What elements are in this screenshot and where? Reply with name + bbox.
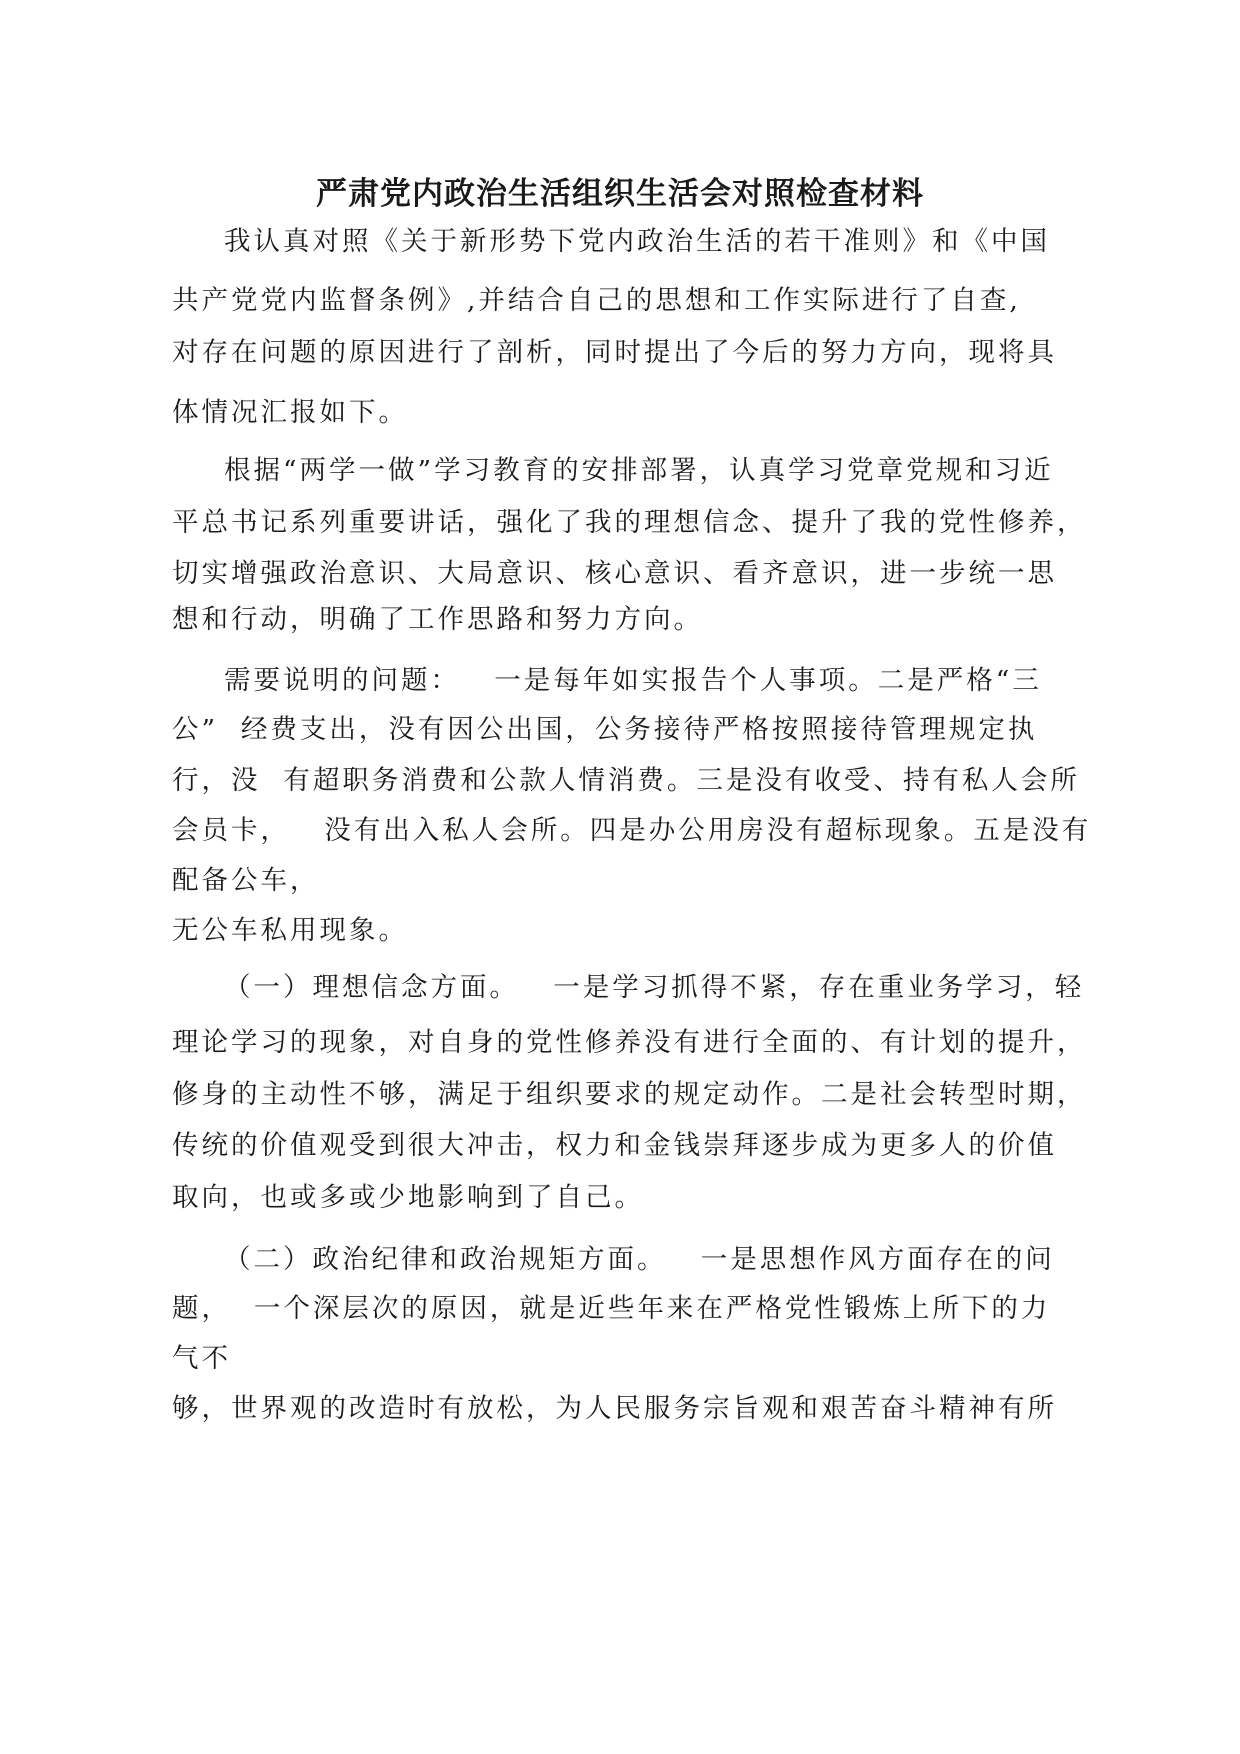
paragraph-5-line-2: 题， 一个深层次的原因，就是近些年来在严格党性锻炼上所下的力 xyxy=(172,1293,1051,1324)
paragraph-1-line-3: 对存在问题的原因进行了剖析，同时提出了今后的努力方向，现将具 xyxy=(172,337,1057,368)
paragraph-4-line-2: 理论学习的现象，对自身的党性修养没有进行全面的、有计划的提升， xyxy=(172,1027,1087,1058)
paragraph-3-line-5: 配备公车， xyxy=(172,865,320,896)
paragraph-3-line-4: 会员卡， 没有出入私人会所。四是办公用房没有超标现象。五是没有 xyxy=(172,815,1092,846)
paragraph-4-line-4: 传统的价值观受到很大冲击，权力和金钱崇拜逐步成为更多人的价值 xyxy=(172,1130,1057,1161)
paragraph-5-line-4: 够，世界观的改造时有放松，为人民服务宗旨观和艰苦奋斗精神有所 xyxy=(172,1393,1057,1424)
paragraph-2-line-3: 切实增强政治意识、大局意识、核心意识、看齐意识，进一步统一思 xyxy=(172,558,1057,589)
paragraph-3-line-3: 行，没 有超职务消费和公款人情消费。三是没有收受、持有私人会所 xyxy=(172,765,1080,796)
paragraph-3-line-1: 需要说明的问题： 一是每年如实报告个人事项。二是严格“三 xyxy=(224,665,1042,696)
paragraph-1-line-4: 体情况汇报如下。 xyxy=(172,397,408,428)
paragraph-3-line-6: 无公车私用现象。 xyxy=(172,915,408,946)
paragraph-4-line-3: 修身的主动性不够，满足于组织要求的规定动作。二是社会转型时期， xyxy=(172,1079,1087,1110)
paragraph-2-line-4: 想和行动，明确了工作思路和努力方向。 xyxy=(172,604,703,635)
paragraph-2-line-1: 根据“两学一做”学习教育的安排部署，认真学习党章党规和习近 xyxy=(224,455,1054,486)
paragraph-5-line-3: 气不 xyxy=(172,1343,231,1374)
paragraph-4-line-1: （一）理想信念方面。 一是学习抓得不紧，存在重业务学习，轻 xyxy=(224,972,1085,1003)
paragraph-5-line-1: （二）政治纪律和政治规矩方面。 一是思想作风方面存在的问 xyxy=(224,1244,1055,1275)
paragraph-1-line-2: 共产党党内监督条例》,并结合自己的思想和工作实际进行了自查, xyxy=(172,285,1021,316)
paragraph-4-line-5: 取向，也或多或少地影响到了自己。 xyxy=(172,1182,644,1213)
document-title: 严肃党内政治生活组织生活会对照检查材料 xyxy=(316,176,924,212)
paragraph-3-line-2: 公” 经费支出，没有因公出国，公务接待严格按照接待管理规定执 xyxy=(172,714,1038,745)
paragraph-1-line-1: 我认真对照《关于新形势下党内政治生活的若干准则》和《中国 xyxy=(224,226,1050,257)
paragraph-2-line-2: 平总书记系列重要讲话，强化了我的理想信念、提升了我的党性修养， xyxy=(172,507,1087,538)
